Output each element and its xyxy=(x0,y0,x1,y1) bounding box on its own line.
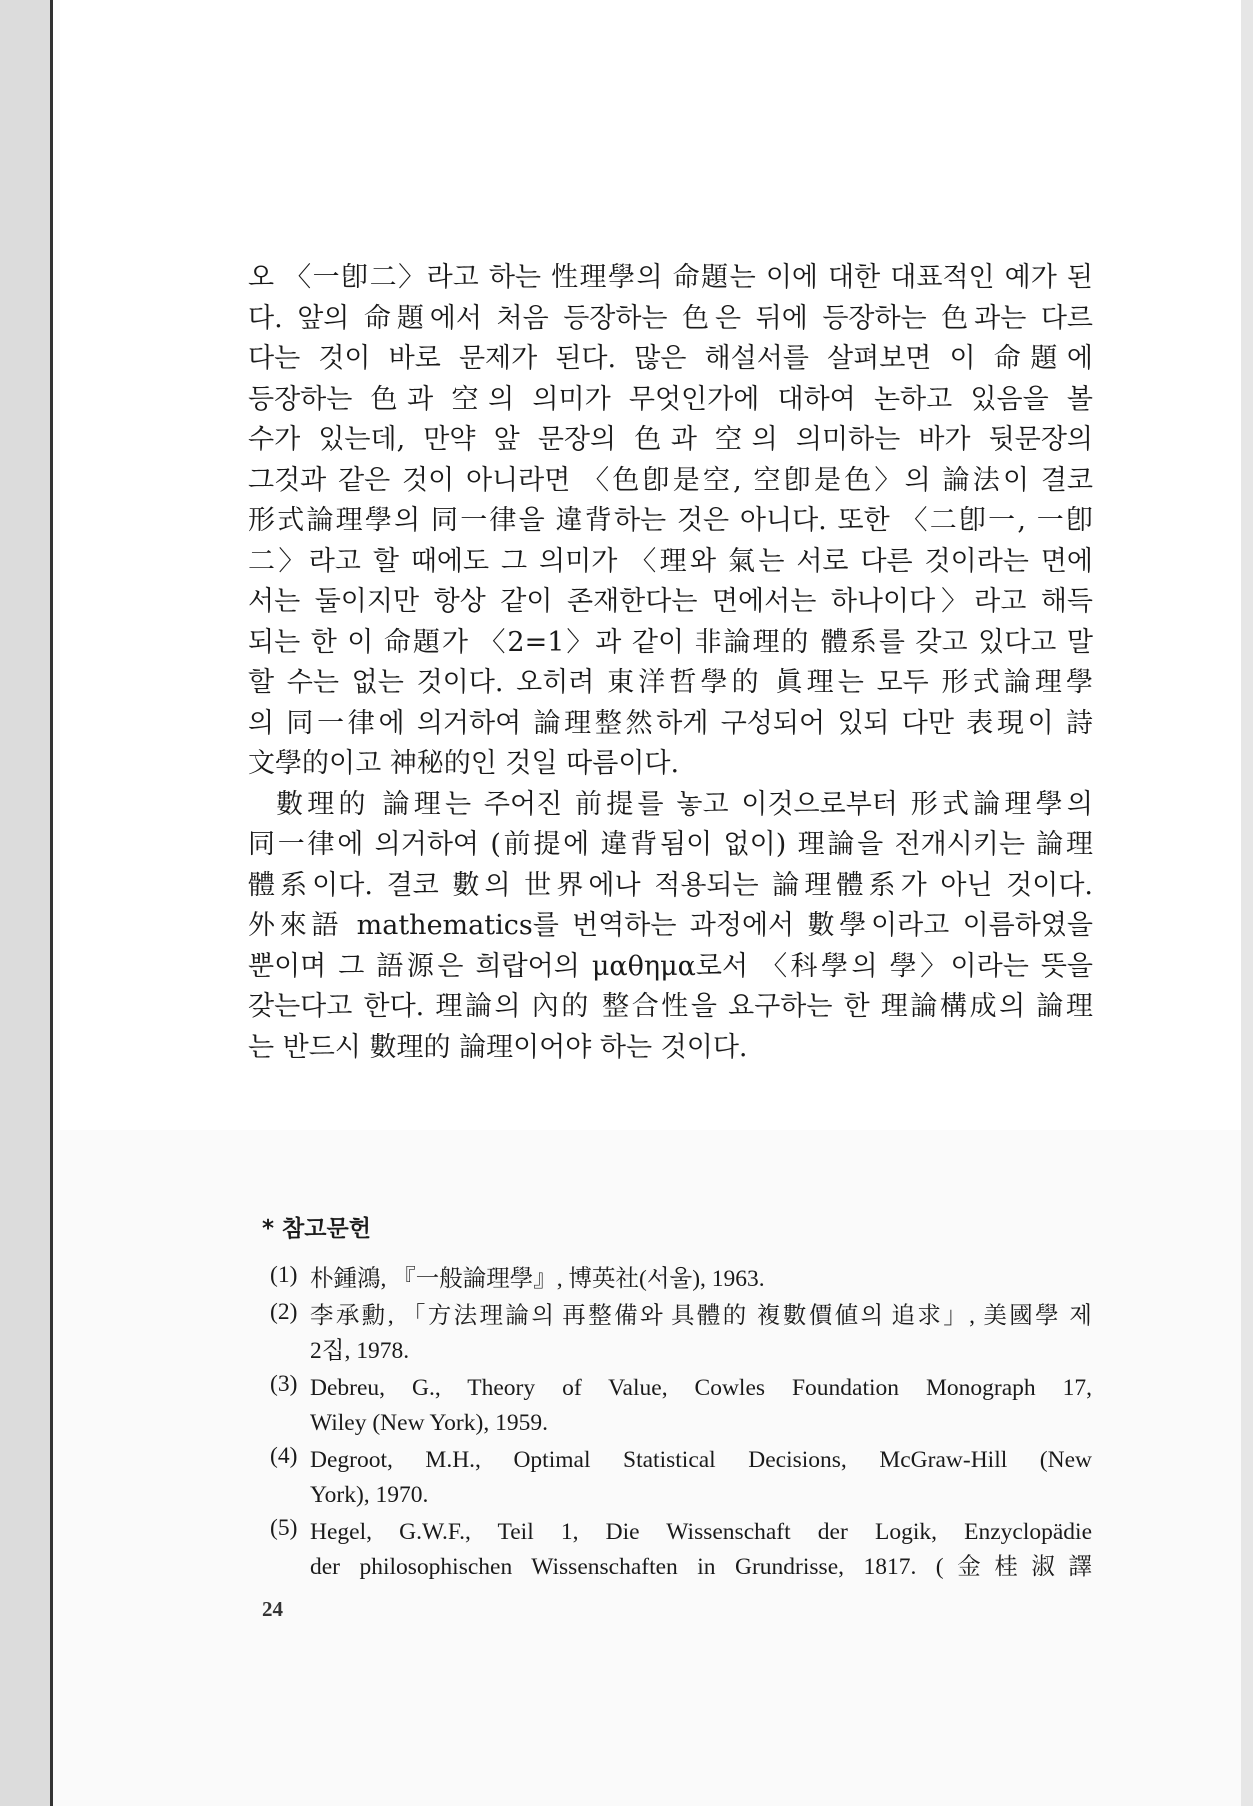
reference-line: 2집, 1978. xyxy=(310,1338,410,1364)
reference-line: 李承勳, 「方法理論의 再整備와 具體的 複數價値의 追求」, 美國學 제 xyxy=(310,1303,1092,1329)
references-section xyxy=(262,1212,1092,1587)
page-left-margin xyxy=(0,0,50,1806)
text-line: 되는 한 이 命題가 〈2=1〉과 같이 非論理的 體系를 갖고 있다고 말 xyxy=(248,626,1093,658)
text-line: 다. 앞의 命題에서 처음 등장하는 色은 뒤에 등장하는 色과는 다르 xyxy=(248,302,1093,334)
text-line: 二〉라고 할 때에도 그 의미가 〈理와 氣는 서로 다른 것이라는 면에 xyxy=(248,545,1093,577)
reference-item xyxy=(262,1299,1092,1369)
reference-number: (5) xyxy=(270,1515,298,1541)
text-line: 서는 둘이지만 항상 같이 존재한다는 면에서는 하나이다〉라고 해득 xyxy=(248,586,1093,617)
reference-line: Debreu, G., Theory of Value, Cowles Foundation Monograph 17, xyxy=(310,1375,1092,1401)
reference-number: (1) xyxy=(270,1262,298,1288)
body-text xyxy=(248,258,1093,1068)
page-right-margin xyxy=(1241,0,1253,1806)
reference-number: (4) xyxy=(270,1443,298,1469)
text-line: 오 〈一卽二〉라고 하는 性理學의 命題는 이에 대한 대표적인 예가 된 xyxy=(248,262,1093,293)
reference-number: (3) xyxy=(270,1371,298,1397)
text-line: 數理的 論理는 주어진 前提를 놓고 이것으로부터 形式論理學의 xyxy=(276,788,1093,820)
reference-line: Wiley (New York), 1959. xyxy=(310,1410,548,1436)
reference-item xyxy=(262,1443,1092,1513)
reference-item xyxy=(262,1262,1092,1297)
reference-line: Hegel, G.W.F., Teil 1, Die Wissenschaft der Logik, Enzyclopädie xyxy=(310,1519,1092,1545)
text-line: 는 반드시 數理的 論理이어야 하는 것이다. xyxy=(248,1031,748,1063)
text-line: 수가 있는데, 만약 앞 문장의 色과 空의 의미하는 바가 뒷문장의 xyxy=(248,424,1093,455)
reference-line: 朴鍾鴻, 『一般論理學』, 博英社(서울), 1963. xyxy=(310,1266,765,1292)
text-line: 갖는다고 한다. 理論의 內的 整合性을 요구하는 한 理論構成의 論理 xyxy=(248,991,1093,1022)
text-line: 뿐이며 그 語源은 희랍어의 μαθημα로서 〈科學의 學〉이라는 뜻을 xyxy=(248,950,1093,982)
text-line: 등장하는 色과 空의 의미가 무엇인가에 대하여 논하고 있음을 볼 xyxy=(248,383,1093,415)
text-line: 의 同一律에 의거하여 論理整然하게 구성되어 있되 다만 表現이 詩 xyxy=(248,707,1093,739)
reference-line: York), 1970. xyxy=(310,1482,429,1508)
text-line: 할 수는 없는 것이다. 오히려 東洋哲學的 眞理는 모두 形式論理學 xyxy=(248,667,1093,698)
text-line: 文學的이고 神秘的인 것일 따름이다. xyxy=(248,748,680,779)
reference-line: Degroot, M.H., Optimal Statistical Decisions, McGraw-Hill (New xyxy=(310,1447,1092,1473)
page-number: 24 xyxy=(262,1597,283,1621)
references-title: * 참고문헌 xyxy=(262,1216,371,1242)
text-line: 形式論理學의 同一律을 違背하는 것은 아니다. 또한 〈二卽一, 一卽 xyxy=(248,505,1093,536)
reference-item xyxy=(262,1371,1092,1441)
text-line: 體系이다. 결코 數의 世界에나 적용되는 論理體系가 아닌 것이다. xyxy=(248,869,1093,901)
reference-line: der philosophischen Wissenschaften in Grundrisse, 1817. (金桂淑譯 xyxy=(310,1554,1092,1580)
text-line: 그것과 같은 것이 아니라면 〈色卽是空, 空卽是色〉의 論法이 결코 xyxy=(248,464,1093,496)
reference-number: (2) xyxy=(270,1299,298,1325)
text-line: 同一律에 의거하여 (前提에 違背됨이 없이) 理論을 전개시키는 論理 xyxy=(248,829,1093,860)
reference-item xyxy=(262,1515,1092,1585)
text-line: 다는 것이 바로 문제가 된다. 많은 해설서를 살펴보면 이 命題에 xyxy=(248,343,1093,374)
text-line: 外來語 mathematics를 번역하는 과정에서 數學이라고 이름하였을 xyxy=(248,910,1093,941)
